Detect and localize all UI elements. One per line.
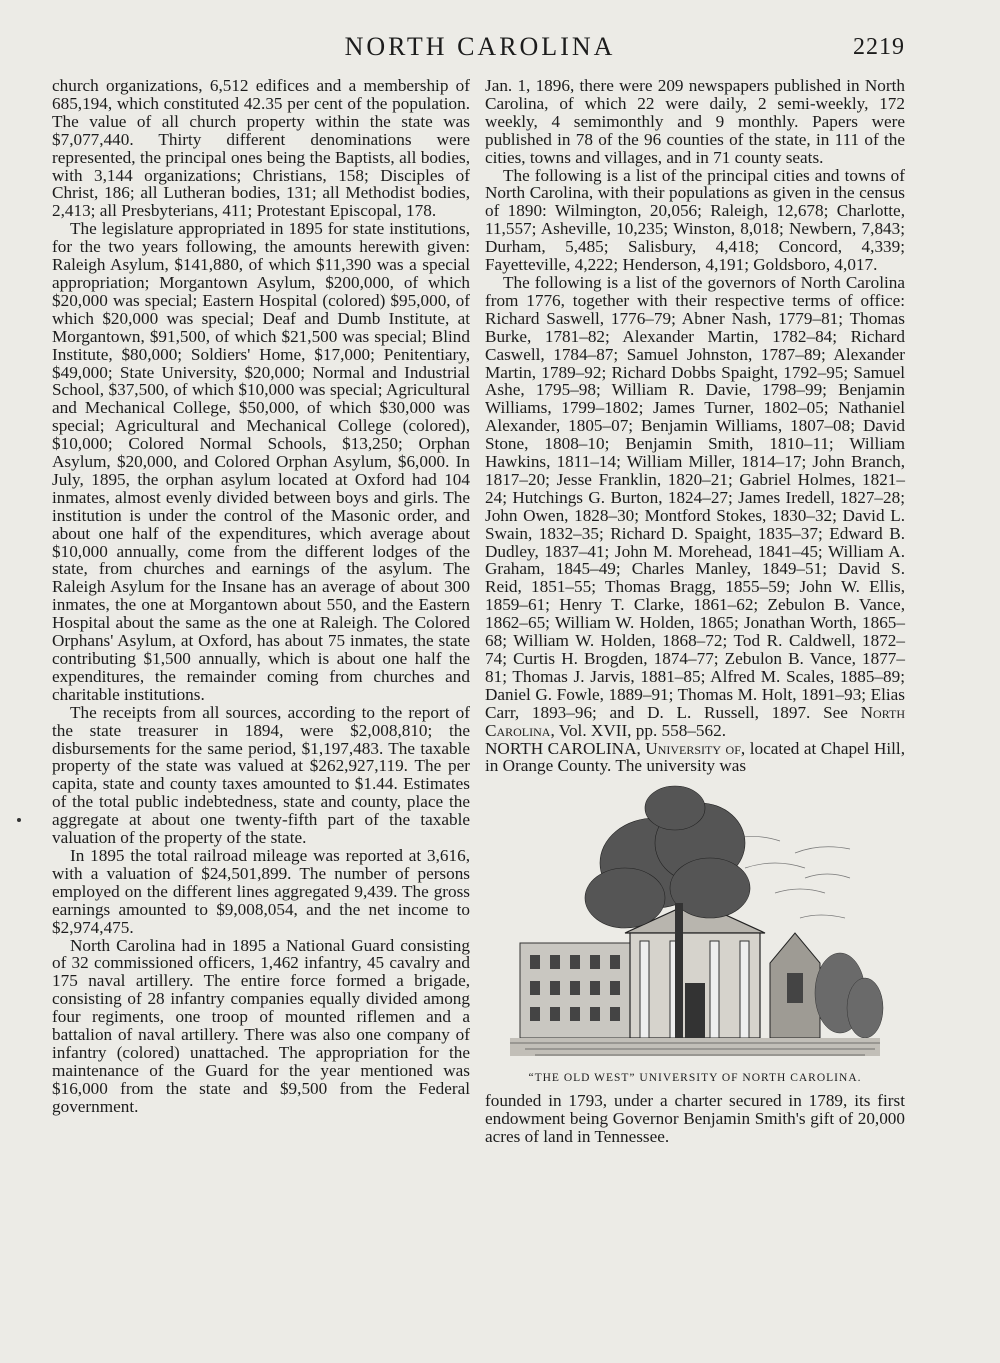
right-column (485, 77, 905, 1146)
entry-headword: NORTH CAROLINA, (485, 738, 641, 758)
stray-ink-mark (17, 818, 21, 822)
entry-text: , located at Chapel Hill, in Orange County. The university was (485, 738, 905, 776)
paragraph-university-founding: founded in 1793, under a charter secured in 1789, its first endowment being Governor Benjamin Smith's gift of 20,000 acres of land in Tennessee. (485, 1091, 905, 1147)
paragraph-railroads: In 1895 the total railroad mileage was reported at 3,616, with a valuation of $24,501,899. The number of persons employed on the different lines aggregated 9,439. The gross earnings amounted to $9,008,054, and the net income to $2,974,475. (52, 845, 470, 937)
paragraph-governors (485, 274, 905, 740)
paragraph-finances: The receipts from all sources, according to the report of the state treasurer in 1894, were $2,008,810; the disbursements for the same period, $1,197,483. The taxable property of the state was valued at $262,927,119. The per capita, state and county taxes amounted to $1.44. Estimates of the total public indebtedness, state and county, place the aggregate at about one twenty-fifth part of the taxable valuation of the property of the state. (52, 702, 470, 848)
paragraph-national-guard: North Carolina had in 1895 a National Guard consisting of 32 commissioned officers, 1,462 infantry, 45 cavalry and 175 naval artillery. The entire force formed a brigade, consisting of 28 infantry companies equally divided among four regiments, one troop of mounted riflemen and a battalion of naval artillery. There was also one company of infantry (colored) unattached. The appropriation for the maintenance of the Guard for the year mentioned was $16,000 from the state and $9,500 from the Federal government. (52, 935, 470, 1116)
left-column (52, 77, 470, 1116)
running-title: NORTH CAROLINA (344, 32, 616, 61)
governors-list-text: The following is a list of the governors of North Carolina from 1776, together with their respective terms of office: Richard Saswell, 1776–79; Abner Nash, 1779–81; Thomas Burke, 1781–82; Alexander Martin, 1782–84; Richard Caswell, 1784–87; Samuel Johnston, 1787–89; Alexander Martin, 1789–92; Richard Dobbs Spaight, 1792–95; Samuel Ashe, 1795–98; William R. Davie, 1798–99; Benjamin Williams, 1799–1802; James Turner, 1802–05; Nathaniel Alexander, 1805–07; Benjamin Williams, 1807–08; David Stone, 1808–10; Benjamin Smith, 1810–11; William Hawkins, 1811–14; William Miller, 1814–17; John Branch, 1817–20; Jesse Franklin, 1820–21; Gabriel Holmes, 1821–24; Hutchings G. Burton, 1824–27; James Iredell, 1827–28; John Owen, 1828–30; Montford Stokes, 1830–32; David L. Swain, 1832–35; Richard D. Spaight, 1835–37; Edward B. Dudley, 1837–41; John M. Morehead, 1841–45; William A. Graham, 1845–49; Charles Manley, 1849–51; David S. Reid, 1851–55; Thomas Bragg, 1855–59; John W. Ellis, 1859–61; Henry T. Clarke, 1861–62; Zebulon B. Vance, 1862–65; William W. Holden, 1865; Jonathan Worth, 1865–68; William W. Holden, 1868–72; Tod R. Caldwell, 1872–74; Curtis H. Brogden, 1874–77; Zebulon B. Vance, 1877–81; Thomas J. Jarvis, 1881–85; Alfred M. Scales, 1885–89; Daniel G. Fowle, 1889–91; Thomas M. Holt, 1891–93; Elias Carr, 1893–96; and D. L. Russell, 1897. See (485, 272, 905, 722)
paragraph-state-appropriations: The legislature appropriated in 1895 for state institutions, for the two years following, the amounts herewith given: Raleigh Asylum, $141,880, of which $11,390 was a special appropriation; Morgantown Asylum, $200,000, of which $20,000 was special; Eastern Hospital (colored) $95,000, of which $20,000 was special; Deaf and Dumb Institute, at Morgantown, $91,500, of which $21,500 was special; Blind Institute, $80,000; Soldiers' Home, $17,000; Penitentiary, $49,000; State University, $20,000; Normal and Industrial School, $37,500, of which $10,000 was special; Agricultural and Mechanical College, $50,000, of which $30,000 was special; Agricultural and Mechanical College (colored), $10,000; Colored Normal Schools, $13,250; Orphan Asylum, $20,000, and Colored Orphan Asylum, $6,000. In July, 1895, the orphan asylum located at Oxford had 104 inmates, almost evenly divided between boys and girls. The institution is under the control of the Masonic order, and about one half of the expenditures, which average about $10,000 annually, come from the different lodges of the state, from churches and earnings of the asylum. The Raleigh Asylum for the Insane has an average of about 300 inmates, the one at Morgantown about 550, and the Eastern Hospital about the same as the one at Raleigh. The Colored Orphans' Asylum, at Oxford, has about 75 inmates, the state contributing $1,500 annually, which is about one half the expenditures, the remainder coming from churches and charitable institutions. (52, 219, 470, 704)
paragraph-church-statistics: church organizations, 6,512 edifices and a membership of 685,194, which constituted 42.35 per cent of the population. The value of all church property within the state was $7,077,440. Thirty different denominations were represented, the principal ones being the Baptists, all bodies, with 3,144 organizations; Christians, 158; Disciples of Christ, 186; all Lutheran bodies, 131; all Methodist bodies, 2,413; all Presbyterians, 411; Protestant Episcopal, 178. (52, 76, 470, 221)
paragraph-university-intro (485, 740, 905, 776)
paragraph-newspapers: Jan. 1, 1896, there were 209 newspapers published in North Carolina, of which 22 were daily, 2 semi-weekly, 172 weekly, 4 semimonthly and 9 monthly. Papers were published in 78 of the 96 counties of the state, in 111 of the cities, towns and villages, and in 71 county seats. (485, 76, 905, 167)
old-west-illustration (495, 783, 895, 1068)
entry-subhead: University of (645, 738, 741, 758)
page-number: 2219 (853, 34, 905, 60)
figure-caption: “THE OLD WEST” UNIVERSITY OF NORTH CAROLINA. (528, 1072, 862, 1085)
page-header (0, 30, 1000, 64)
figure-old-west (485, 783, 905, 1088)
paragraph-cities: The following is a list of the principal cities and towns of North Carolina, with their populations as given in the census of 1890: Wilmington, 20,056; Raleigh, 12,678; Charlotte, 11,557; Asheville, 10,235; Winston, 8,018; Newbern, 7,843; Durham, 5,485; Salisbury, 4,418; Concord, 4,339; Fayetteville, 4,222; Henderson, 4,191; Goldsboro, 4,017. (485, 165, 905, 275)
cross-reference: North Carolina (485, 702, 905, 740)
cross-reference-volume: , Vol. XVII, pp. 558–562. (550, 720, 727, 740)
